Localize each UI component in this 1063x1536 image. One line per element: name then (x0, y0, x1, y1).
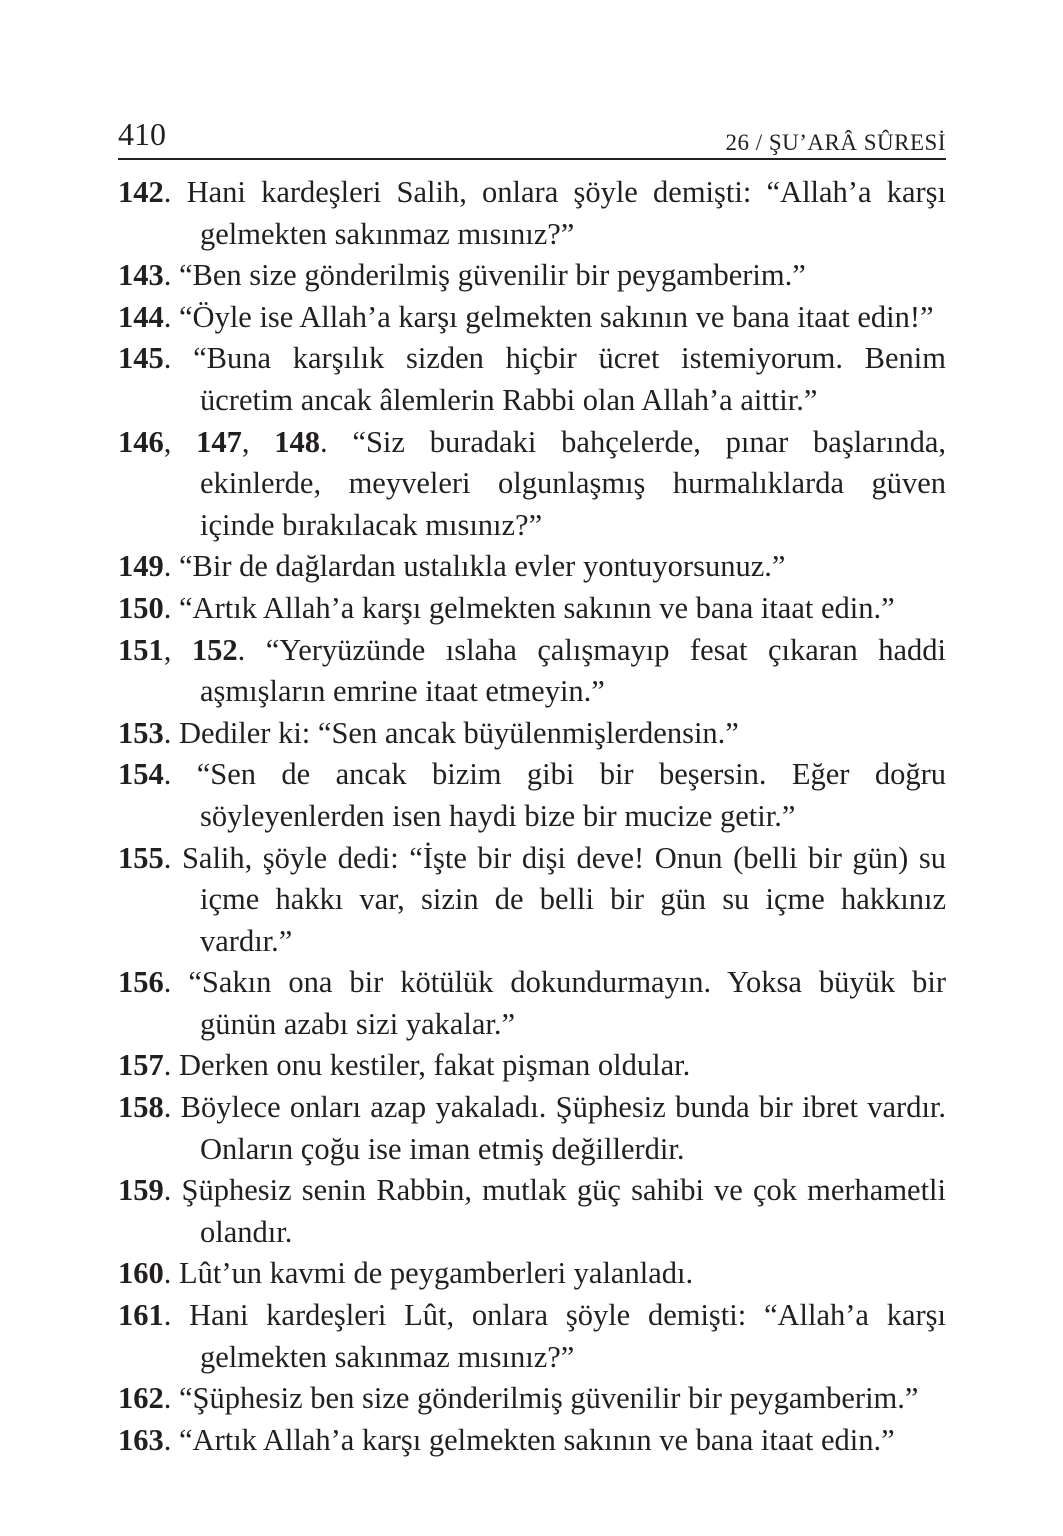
verse-number-separator: , (241, 424, 275, 459)
verse-number-separator: . (163, 1256, 179, 1291)
verse-number: 145 (118, 341, 164, 376)
verse-text: “Şüphesiz ben size gönderilmiş güvenilir bir peygamberim.” (179, 1381, 919, 1416)
verse-163 (118, 1420, 946, 1462)
verse-number-separator: . (163, 258, 179, 293)
verse-number-separator: . (163, 757, 197, 792)
verse-154 (118, 754, 946, 837)
verse-number-separator: . (163, 1298, 190, 1333)
verse-text: Şüphesiz senin Rabbin, mutlak güç sahibi ve çok merhametli olandır. (181, 1173, 946, 1249)
verse-number-separator: . (163, 175, 187, 209)
verse-159 (118, 1170, 946, 1253)
verse-text: “Sakın ona bir kötülük dokundurmayın. Yoksa büyük bir günün azabı sizi yakalar.” (188, 965, 946, 1041)
verse-text: Hani kardeşleri Lût, onlara şöyle demişti: “Allah’a karşı gelmekten sakınmaz mısınız?” (189, 1298, 946, 1374)
verse-number-separator: . (163, 715, 179, 750)
verse-number-separator: . (163, 1422, 179, 1457)
verse-text: “Yeryüzünde ıslaha çalışmayıp fesat çıkaran haddi aşmışların emrine itaat etmeyin.” (200, 632, 946, 709)
verse-number: 155 (118, 840, 164, 875)
verse-156 (118, 962, 946, 1045)
verse-text: Böylece onları azap yakaladı. Şüphesiz bunda bir ibret vardır. Onların çoğu ise iman etmiş değillerdir. (180, 1090, 947, 1166)
verse-number: 144 (118, 299, 164, 334)
verse-143 (118, 255, 946, 297)
verse-text: “Buna karşılık sizden hiçbir ücret istemiyorum. Benim ücretim ancak âlemlerin Rabbi olan Allah’a aittir.” (193, 341, 947, 417)
verse-158 (118, 1087, 946, 1170)
book-page (118, 110, 946, 1461)
verse-number-separator: . (163, 341, 194, 376)
verse-text: Hani kardeşleri Salih, onlara şöyle demişti: “Allah’a karşı gelmekten sakınmaz mısınız?” (186, 175, 946, 251)
verse-150 (118, 588, 946, 630)
verse-157 (118, 1045, 946, 1087)
verse-number: 161 (118, 1298, 164, 1333)
verse-text: “Ben size gönderilmiş güvenilir bir peygamberim.” (179, 258, 806, 293)
verse-number: 159 (118, 1173, 164, 1208)
verse-142 (118, 172, 946, 255)
verse-162 (118, 1378, 946, 1420)
verse-text: “Bir de dağlardan ustalıkla evler yontuyorsunuz.” (179, 549, 786, 584)
verse-number: 148 (274, 424, 321, 459)
verse-149 (118, 546, 946, 588)
verse-number-separator: , (163, 424, 197, 459)
verse-number: 151 (118, 632, 164, 667)
page-header (118, 110, 946, 160)
verse-number-separator: . (163, 299, 179, 334)
verse-text: “Artık Allah’a karşı gelmekten sakının ve bana itaat edin.” (179, 590, 895, 625)
verse-number: 160 (118, 1256, 164, 1291)
verse-number-separator: . (163, 549, 179, 584)
verse-text: “Artık Allah’a karşı gelmekten sakının ve bana itaat edin.” (179, 1422, 895, 1457)
verse-number: 146 (118, 424, 164, 459)
verse-text: Derken onu kestiler, fakat pişman oldular. (179, 1048, 691, 1083)
verse-number-separator: . (163, 1090, 181, 1125)
verse-text: Salih, şöyle dedi: “İşte bir dişi deve! Onun (belli bir gün) su içme hakkı var, sizin de belli bir gün su içme hakkınız vardır.” (181, 840, 947, 958)
verse-number: 158 (118, 1090, 164, 1125)
verse-number: 162 (118, 1381, 164, 1416)
verse-number-separator: . (163, 965, 189, 1000)
verse-number: 150 (118, 590, 164, 625)
verse-text: Dediler ki: “Sen ancak büyülenmişlerdensin.” (179, 715, 739, 750)
verse-number-separator: . (163, 840, 182, 875)
verse-number-separator: , (163, 632, 192, 667)
verse-number-separator: . (163, 1048, 179, 1083)
verse-number: 147 (196, 424, 242, 459)
verse-list (118, 172, 946, 1461)
verse-number: 157 (118, 1048, 164, 1083)
verse-number: 153 (118, 715, 164, 750)
verse-number: 152 (191, 632, 238, 667)
verse-number: 149 (118, 549, 164, 584)
verse-144 (118, 297, 946, 339)
verse-161 (118, 1295, 946, 1378)
verse-number-separator: . (163, 1381, 179, 1416)
verse-145 (118, 338, 946, 421)
verse-number: 143 (118, 258, 164, 293)
verse-146-147-148 (118, 422, 946, 547)
verse-number-separator: . (163, 590, 179, 625)
verse-160 (118, 1253, 946, 1295)
running-title: 26 / ŞU’ARÂ SÛRESİ (725, 130, 946, 155)
verse-number-separator: . (237, 632, 266, 667)
verse-number: 154 (118, 757, 164, 792)
verse-153 (118, 713, 946, 755)
verse-number: 142 (118, 175, 164, 209)
verse-number-separator: . (163, 1173, 182, 1208)
verse-number: 163 (118, 1422, 164, 1457)
verse-text: “Siz buradaki bahçelerde, pınar başlarında, ekinlerde, meyveleri olgunlaşmış hurmalıklarda güven içinde bırakılacak mısınız?” (200, 424, 947, 542)
verse-number-separator: . (320, 424, 353, 459)
verse-155 (118, 838, 946, 963)
verse-text: “Sen de ancak bizim gibi bir beşersin. Eğer doğru söyleyenlerden isen haydi bize bir mucize getir.” (196, 757, 946, 833)
verse-text: Lût’un kavmi de peygamberleri yalanladı. (179, 1256, 694, 1291)
page-number: 410 (118, 116, 166, 152)
verse-number: 156 (118, 965, 164, 1000)
verse-text: “Öyle ise Allah’a karşı gelmekten sakının ve bana itaat edin!” (179, 299, 934, 334)
verse-151-152 (118, 630, 946, 713)
